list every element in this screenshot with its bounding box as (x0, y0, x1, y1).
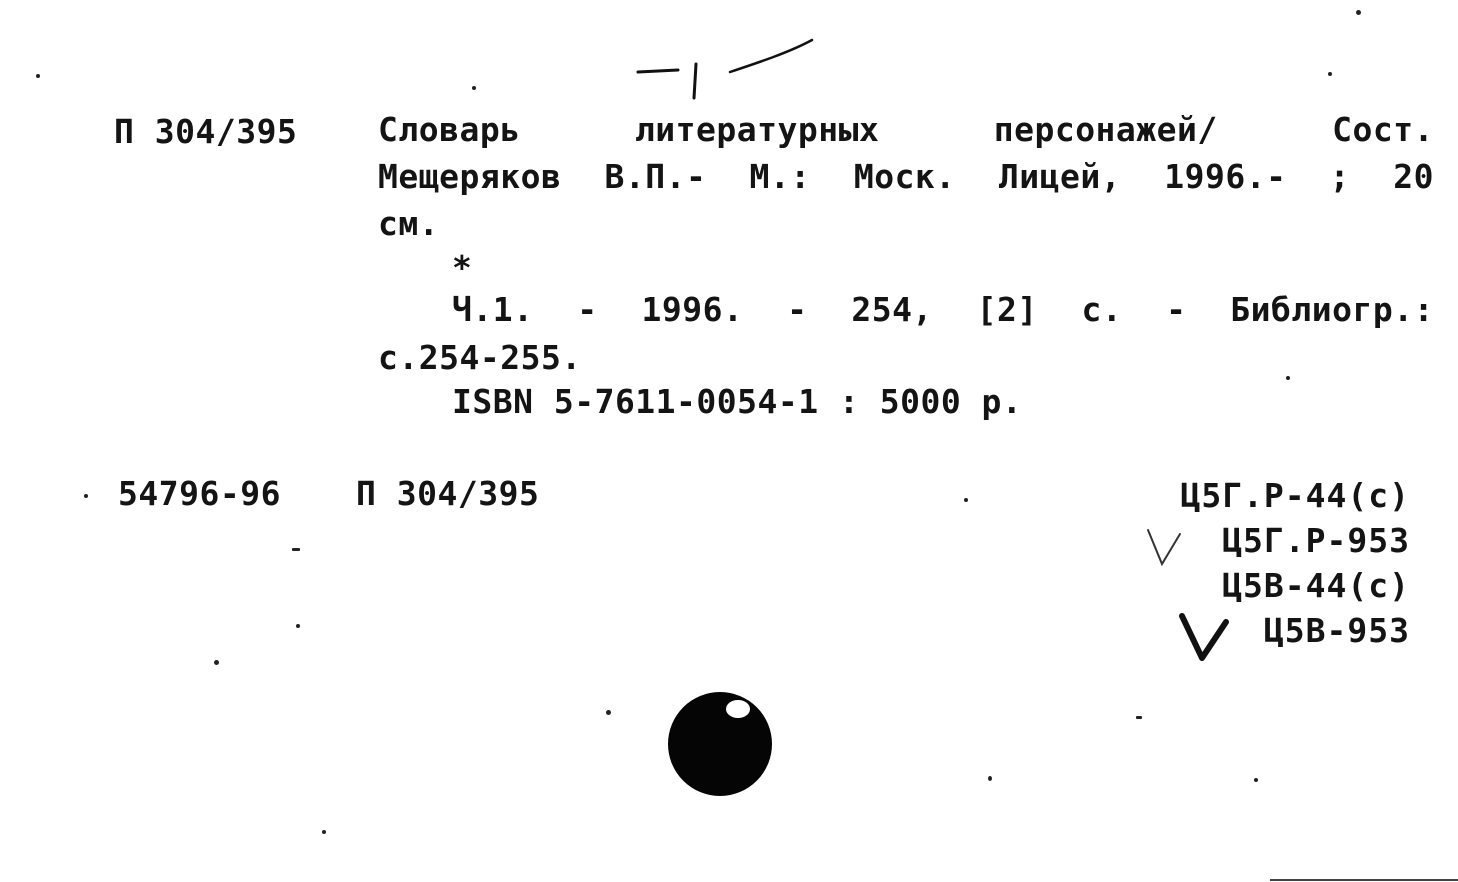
entry-word: Словарь (378, 110, 521, 149)
entry-word: Ч.1. (452, 290, 534, 329)
entry-word: Лицей, (998, 157, 1122, 196)
scan-speck (1356, 10, 1361, 15)
location-code: Ц5В-953 (1263, 611, 1410, 650)
entry-word: Моск. (853, 157, 956, 196)
entry-word: - (577, 290, 598, 329)
entry-word: персонажей/ (993, 110, 1218, 149)
location-code: Ц5Г.Р-44(с) (1180, 476, 1410, 515)
entry-word: 1996. (641, 290, 744, 329)
entry-word: - (1166, 290, 1187, 329)
scan-speck (36, 74, 40, 78)
handwritten-mark-icon (630, 28, 830, 108)
scan-speck (606, 710, 611, 715)
scan-speck (988, 776, 992, 781)
scan-speck (214, 660, 219, 665)
scan-speck (1254, 778, 1258, 782)
call-number-repeat: П 304/395 (356, 474, 540, 513)
entry-word: ; (1329, 157, 1351, 196)
entry-title-line (378, 110, 1434, 150)
scan-speck (964, 498, 968, 502)
entry-size-line: см. (378, 204, 440, 243)
entry-imprint-line (378, 157, 1434, 197)
entry-word: [2] (976, 290, 1038, 329)
entry-word: - (787, 290, 808, 329)
punch-hole (668, 692, 772, 796)
entry-word: с. (1081, 290, 1123, 329)
entry-word: М.: (749, 157, 811, 196)
inventory-number: 54796-96 (118, 474, 281, 513)
entry-word: В.П.- (604, 157, 707, 196)
entry-word: Мещеряков (378, 157, 562, 196)
scan-speck (296, 624, 300, 628)
scan-speck (472, 86, 476, 90)
scan-speck (84, 494, 88, 498)
entry-word: Сост. (1332, 110, 1434, 149)
card-edge-rule (1270, 879, 1458, 881)
call-number: П 304/395 (114, 112, 298, 151)
entry-asterisk: * (452, 248, 473, 287)
entry-word: Библиогр.: (1230, 290, 1434, 329)
entry-volume-line (452, 290, 1434, 330)
check-mark-icon (1144, 524, 1194, 570)
scan-speck (1328, 72, 1332, 76)
entry-word: 254, (851, 290, 933, 329)
scan-speck (1286, 376, 1290, 380)
entry-isbn-price: ISBN 5-7611-0054-1 : 5000 р. (452, 382, 1023, 421)
entry-word: 20 (1393, 157, 1434, 196)
location-code: Ц5В-44(с) (1222, 566, 1410, 605)
location-code: Ц5Г.Р-953 (1222, 521, 1410, 560)
check-mark-icon (1176, 608, 1236, 664)
entry-word: 1996.- (1164, 157, 1287, 196)
scan-speck (1136, 716, 1142, 719)
scan-speck (322, 830, 326, 834)
entry-bibliography-pages: с.254-255. (378, 338, 582, 377)
entry-word: литературных (634, 110, 880, 149)
scan-speck (292, 548, 300, 551)
